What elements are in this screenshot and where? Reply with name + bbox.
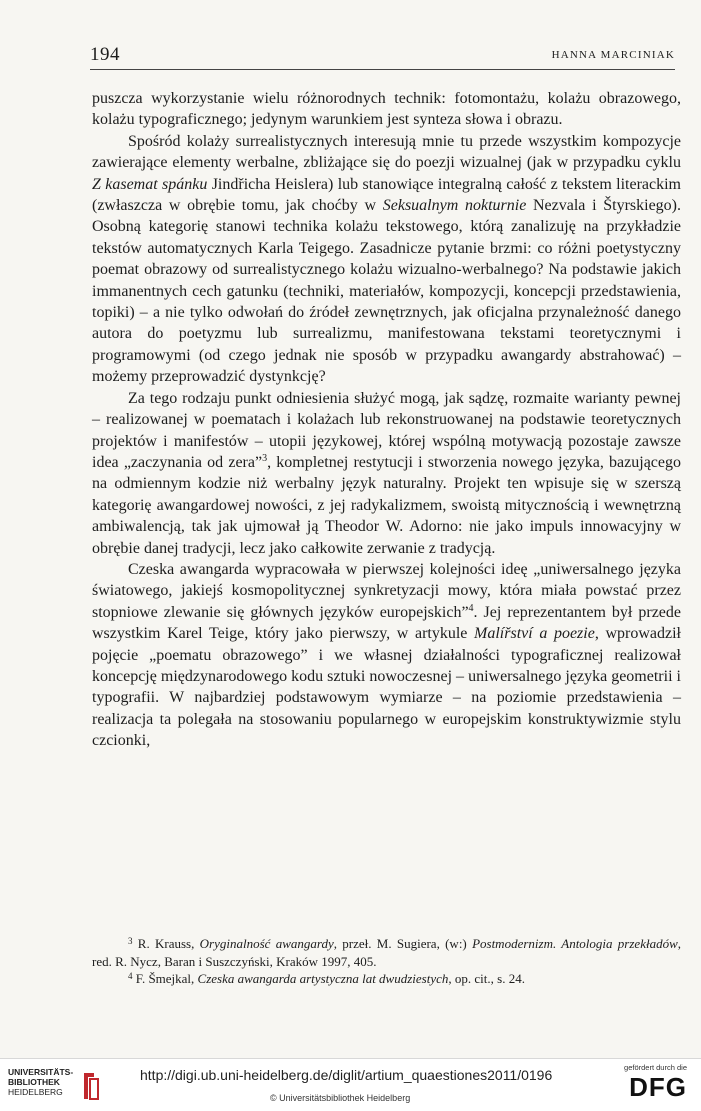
paragraph-3: Za tego rodzaju punkt odniesienia służyć mogą, jak sądzę, rozmaite warianty pewnej – realizowanej w poematach i kolażach lub rekonstruowanej na podstawie teoretycznych projektów i manifestów – utopii językowej, której wspólną motywacją pozostaje zawsze idea „zaczynania od zera”$^3$, kompletnej restytucji i stworzenia nowego języka, bazującego na odmiennym kodzie niż werbalny język naturalny. Projekt ten wpisuje się w szerszą kategorię awangardowej nowości, z jej radykalizmem, swoistą mitycznością i wewnętrzną ambiwalencją, tak jak ujmował ją Theodor W. Adorno: nie jako impuls innowacyjny w obrębie danej tradycji, lecz jako całkowite zerwanie z tradycją. [92,389,681,557]
paragraph-4: Czeska awangarda wypracowała w pierwszej kolejności ideę „uniwersalnego języka światowego, jakiejś kosmopolitycznej synkretyzacji mowy, która miała powstać przez stopniowe zlewanie się głównych języków europejskich”$^4$. Jej reprezentantem był przede wszystkim Karel Teige, który jako pierwszy, w artykule Malířství a poezie, wprowadził pojęcie „poematu obrazowego” i we własnej działalności typograficznej realizował koncepcję międzynarodowego kodu sztuki nowoczesnej – uniwersalnego języka geometrii i typografii. W najbardziej podstawowym wymiarze – na poziomie przedstawienia – realizacja ta polegała na stosowaniu popularnego w europejskim konstruktywizmie stylu czcionki, [92,560,681,750]
digitization-footer [0,1058,701,1111]
footnote-4: $^4$ F. Šmejkal, Czeska awangarda artystyczna lat dwudziestych, op. cit., s. 24. [128,971,525,986]
dfg-logo-text: DFG [629,1072,687,1102]
library-crest-icon [80,1071,102,1101]
library-name: UNIVERSITÄTS- BIBLIOTHEK HEIDELBERG [8,1067,74,1097]
page-number: 194 [90,44,120,65]
footnotes [92,935,681,988]
sponsor-label: gefördert durch die [624,1063,687,1072]
title-z-kasemat-spanku: Z kasemat spánku [92,175,208,193]
library-logo[interactable] [8,1067,100,1105]
copyright-notice: © Universitätsbibliothek Heidelberg [270,1093,411,1103]
dfg-logo[interactable] [605,1063,687,1107]
footnote-3: $^3$ R. Krauss, Oryginalność awangardy, przeł. M. Sugiera, (w:) Postmodernizm. Antologia przekładów, red. R. Nycz, Baran i Suszczyński, Kraków 1997, 405. [92,936,682,969]
footnote-ref-3[interactable]: 3 [262,452,268,464]
body-text [92,88,681,752]
footnote-ref-4[interactable]: 4 [468,602,474,614]
permalink-url[interactable]: http://digi.ub.uni-heidelberg.de/diglit/artium_quaestiones2011/0196 [140,1067,553,1083]
running-head: HANNA MARCINIAK [551,49,675,61]
page-header [90,44,675,68]
paragraph-2: Spośród kolaży surrealistycznych interesują mnie tu przede wszystkim kompozycje zawierające elementy werbalne, zbliżające się do poezji wizualnej (jak w przypadku cyklu Z kasemat spánku Jindřicha Heislera) lub stanowiące integralną całość z tekstem literackim (zwłaszcza w obrębie tomu, jak choćby w Seksualnym nokturnie Nezvala i Štyrskiego). Osobną kategorię stanowi technika kolażu tekstowego, którą zanalizuję na przykładzie tekstów automatycznych Karla Teigego. Zasadnicze pytanie brzmi: co różni poetystyczny poemat obrazowy od surrealistycznego kolażu wizualno-werbalnego? Na podstawie jakich immanentnych cech gatunku (techniki, materiałów, kompozycji, koncepcji przedstawienia, topiki) – a nie tylko odwołań do źródeł zewnętrznych, jak oficjalna przynależność danego autora do poetyzmu lub surrealizmu, manifestowana tekstami teoretycznymi i programowymi (od czego jednak nie sposób w przypadku awangardy abstrahować) – możemy przeprowadzić dystynkcję? [92,132,682,386]
title-malirstvi-a-poezie: Malířství a poezie [474,625,595,643]
paragraph-1: puszcza wykorzystanie wielu różnorodnych technik: fotomontażu, kolażu obrazowego, kolażu typograficznego; jedynym warunkiem jest synteza słowa i obrazu. [92,90,681,129]
header-rule [90,69,675,70]
title-seksualny-nokturn: Seksualnym nokturnie [382,197,527,215]
